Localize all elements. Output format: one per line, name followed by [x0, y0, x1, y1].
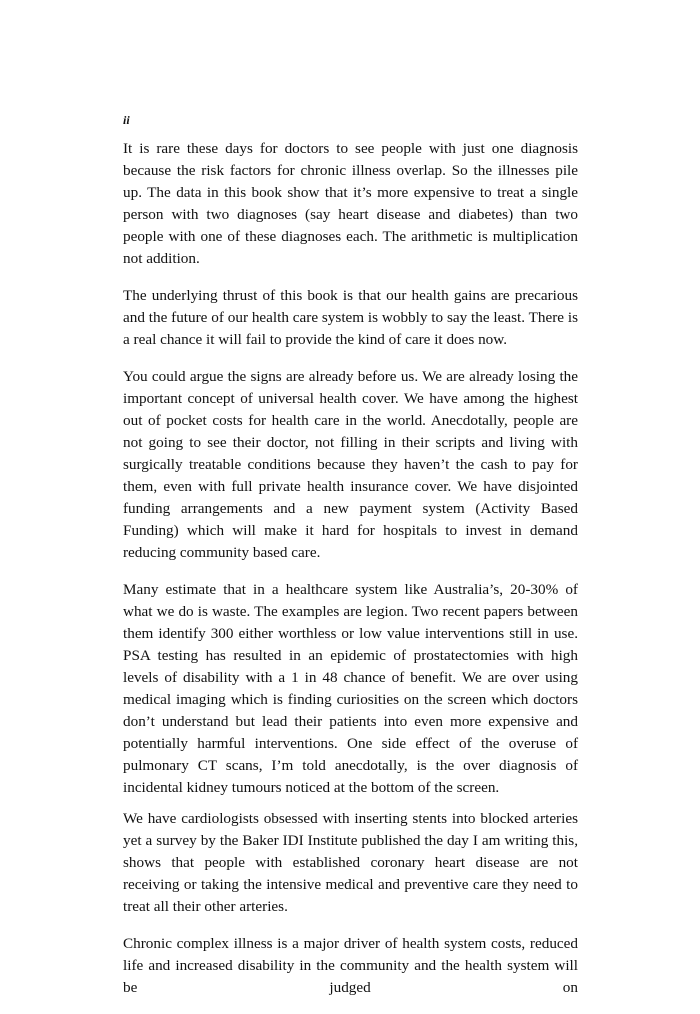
paragraph-signs: You could argue the signs are already before us. We are already losing the important concept of universal health cover. We have among the highest out of pocket costs for health care in the world. Anecdotally, people are not going to see their doctor, not filling in their scripts and living with surgically treatable conditions because they haven’t the cash to pay for them, even with full private health insurance cover. We have disjointed funding arrangements and a new payment system (Activity Based Funding) which will make it hard for hospitals to invest in demand reducing community based care.: [123, 368, 578, 561]
paragraph-comorbidity: It is rare these days for doctors to see people with just one diagnosis because the risk factors for chronic illness overlap. So the illnesses pile up. The data in this book show that it’s more expensive to treat a single person with two diagnoses (say heart disease and diabetes) than two people with one of these diagnoses each. The arithmetic is multiplication not addition.: [123, 140, 578, 267]
page-number: ii: [123, 113, 130, 127]
paragraph-chronic-illness: Chronic complex illness is a major driver of health system costs, reduced life and increased disability in the community and the health system will be judged on: [123, 935, 578, 996]
document-page: [123, 112, 578, 1014]
paragraph-cardiologists: We have cardiologists obsessed with inserting stents into blocked arteries yet a survey by the Baker IDI Institute published the day I am writing this, shows that people with established coronary heart disease are not receiving or taking the intensive medical and preventive care they need to treat all their other arteries.: [123, 810, 578, 915]
paragraph-thrust: The underlying thrust of this book is that our health gains are precarious and the future of our health care system is wobbly to say the least. There is a real chance it will fail to provide the kind of care it does now.: [123, 287, 578, 348]
paragraph-waste: Many estimate that in a healthcare system like Australia’s, 20-30% of what we do is waste. The examples are legion. Two recent papers between them identify 300 either worthless or low value interventions still in use. PSA testing has resulted in an epidemic of prostatectomies with high levels of disability with a 1 in 48 chance of benefit. We are over using medical imaging which is finding curiosities on the screen which doctors don’t understand but lead their patients into even more expensive and potentially harmful interventions. One side effect of the overuse of pulmonary CT scans, I’m told anecdotally, is the over diagnosis of incidental kidney tumours noticed at the bottom of the screen.: [123, 581, 578, 796]
